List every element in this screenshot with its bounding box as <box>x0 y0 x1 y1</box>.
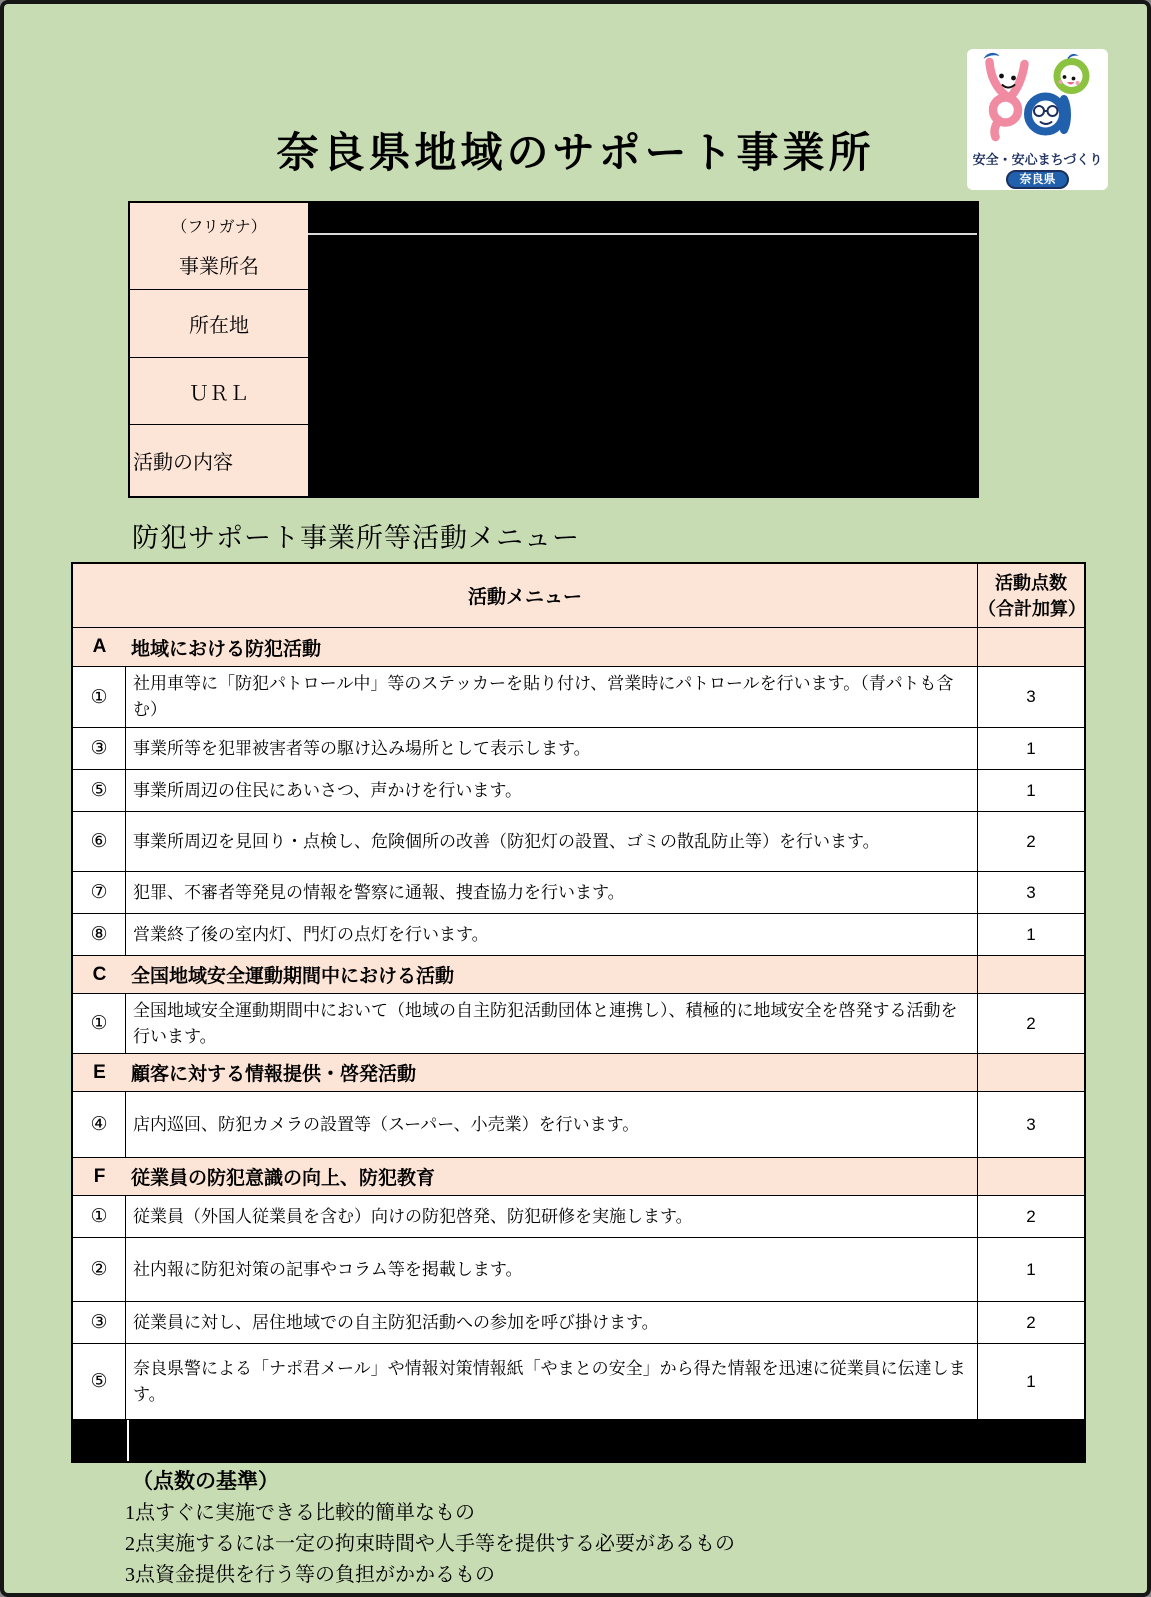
item-number: ① <box>73 667 126 727</box>
redacted-input-area <box>308 358 977 424</box>
menu-category-row <box>73 1157 1084 1195</box>
redacted-row <box>73 1419 1084 1461</box>
category-title: 顧客に対する情報提供・啓発活動 <box>131 1064 417 1085</box>
item-number: ⑦ <box>73 872 126 913</box>
redacted-input-area <box>308 425 977 496</box>
mascot-illustration <box>967 49 1108 147</box>
points-column-header <box>977 564 1084 627</box>
category-title: 従業員の防犯意識の向上、防犯教育 <box>131 1168 436 1189</box>
business-info-form <box>128 201 979 498</box>
item-points: 3 <box>977 872 1084 913</box>
form-field-label <box>130 203 308 289</box>
redacted-row-divider <box>127 1420 129 1461</box>
menu-item-row <box>73 871 1084 913</box>
menu-item-row <box>73 1237 1084 1301</box>
blue-mascot-face <box>1034 106 1058 124</box>
item-number: ⑤ <box>73 1344 126 1419</box>
activity-menu-table <box>71 562 1086 1463</box>
item-description: 事業所周辺の住民にあいさつ、声かけを行います。 <box>133 780 522 800</box>
redacted-input-area <box>308 203 977 289</box>
item-number: ⑥ <box>73 812 126 871</box>
nara-safety-logo <box>967 49 1108 190</box>
menu-table-header <box>73 564 1084 627</box>
scoring-notes-heading: （点数の基準） <box>132 1469 279 1493</box>
item-description: 社用車等に「防犯パトロール中」等のステッカーを貼り付け、営業時にパトロールを行います。（青パトも含む） <box>133 674 954 719</box>
page-title: 奈良県地域のサポート事業所 <box>276 129 875 176</box>
form-field-sublabel: （フリガナ） <box>171 218 267 236</box>
category-letter: F <box>93 1165 106 1187</box>
item-number: ① <box>73 1196 126 1237</box>
form-field-label-text: ＵＲＬ <box>189 382 249 405</box>
score-criteria-line: 2点実施するには一定の拘束時間や人手等を提供する必要があるもの <box>125 1533 735 1555</box>
item-number: ① <box>73 994 126 1053</box>
form-field-label-text: 事業所名 <box>179 255 259 278</box>
category-letter: C <box>92 963 107 985</box>
item-number: ③ <box>73 728 126 769</box>
menu-item-row <box>73 666 1084 727</box>
menu-item-row <box>73 811 1084 871</box>
item-description: 奈良県警による「ナポ君メール」や情報対策情報紙「やまとの安全」から得た情報を迅速に従業員に伝達します。 <box>133 1358 966 1404</box>
form-field-label <box>130 290 308 357</box>
item-points: 1 <box>977 770 1084 811</box>
item-description: 営業終了後の室内灯、門灯の点灯を行います。 <box>133 924 489 944</box>
item-points: 2 <box>977 1196 1084 1237</box>
item-description: 店内巡回、防犯カメラの設置等（スーパー、小売業）を行います。 <box>133 1114 640 1134</box>
menu-item-row <box>73 1195 1084 1237</box>
points-header-line2: （合計加算） <box>978 598 1086 619</box>
menu-item-row <box>73 1091 1084 1157</box>
category-points-cell <box>977 628 1084 666</box>
score-criteria-line: 3点資金提供を行う等の負担がかかるもの <box>125 1564 495 1586</box>
menu-item-row <box>73 1301 1084 1343</box>
menu-item-row <box>73 1343 1084 1419</box>
pink-mascot-hair <box>984 53 1000 59</box>
logo-tagline: 安全・安心まちづくり <box>972 152 1103 167</box>
pink-mascot <box>990 62 1025 137</box>
item-points: 1 <box>977 728 1084 769</box>
form-field-label <box>130 425 308 496</box>
item-points: 1 <box>977 1238 1084 1301</box>
item-description: 従業員（外国人従業員を含む）向けの防犯啓発、防犯研修を実施します。 <box>133 1206 693 1226</box>
item-points: 1 <box>977 914 1084 955</box>
menu-item-row <box>73 769 1084 811</box>
scoring-notes <box>125 1465 735 1591</box>
redaction-divider-line <box>308 233 977 235</box>
redacted-input-area <box>308 290 977 357</box>
menu-item-row <box>73 913 1084 955</box>
scoring-notes-lines <box>125 1498 735 1591</box>
section-title: 防犯サポート事業所等活動メニュー <box>132 523 580 553</box>
item-number: ⑧ <box>73 914 126 955</box>
menu-item-row <box>73 993 1084 1053</box>
item-points: 2 <box>977 812 1084 871</box>
item-points: 3 <box>977 667 1084 727</box>
form-row <box>130 203 977 289</box>
pink-mascot-face <box>999 74 1016 88</box>
score-criteria-line: 1点すぐに実施できる比較的簡単なもの <box>125 1502 475 1524</box>
menu-item-row <box>73 727 1084 769</box>
category-title: 全国地域安全運動期間中における活動 <box>131 966 455 987</box>
category-letter: E <box>93 1061 106 1083</box>
item-description: 従業員に対し、居住地域での自主防犯活動への参加を呼び掛けます。 <box>133 1312 659 1332</box>
item-points: 3 <box>977 1092 1084 1157</box>
item-description: 社内報に防犯対策の記事やコラム等を掲載します。 <box>133 1259 523 1279</box>
item-number: ④ <box>73 1092 126 1157</box>
item-description: 事業所等を犯罪被害者等の駆け込み場所として表示します。 <box>133 738 591 758</box>
category-letter: A <box>92 636 107 657</box>
form-field-label <box>130 358 308 424</box>
item-number: ③ <box>73 1302 126 1343</box>
item-description: 犯罪、不審者等発見の情報を警察に通報、捜査協力を行います。 <box>133 882 625 902</box>
item-description: 全国地域安全運動期間中において（地域の自主防犯活動団体と連携し）、積極的に地域安全を啓発する活動を行います。 <box>133 1000 958 1046</box>
item-number: ② <box>73 1238 126 1301</box>
logo-badge: 奈良県 <box>1006 170 1068 189</box>
category-title: 地域における防犯活動 <box>131 638 322 660</box>
form-field-label-text: 活動の内容 <box>133 452 233 474</box>
green-mascot <box>1057 62 1086 91</box>
form-row <box>130 424 977 496</box>
item-number: ⑤ <box>73 770 126 811</box>
item-points: 2 <box>977 1302 1084 1343</box>
category-points-cell <box>977 956 1084 993</box>
points-header-line1: 活動点数 <box>995 572 1067 593</box>
menu-category-row <box>73 955 1084 993</box>
item-points: 2 <box>977 994 1084 1053</box>
menu-column-header: 活動メニュー <box>467 587 582 608</box>
menu-category-row <box>73 627 1084 666</box>
item-description: 事業所周辺を見回り・点検し、危険個所の改善（防犯灯の設置、ゴミの散乱防止等）を行います。 <box>133 831 880 851</box>
category-points-cell <box>977 1054 1084 1091</box>
form-row <box>130 357 977 424</box>
form-row <box>130 289 977 357</box>
category-points-cell <box>977 1158 1084 1195</box>
menu-category-row <box>73 1053 1084 1091</box>
green-mascot-face <box>1059 75 1080 85</box>
form-field-label-text: 所在地 <box>189 315 249 337</box>
item-points: 1 <box>977 1344 1084 1419</box>
